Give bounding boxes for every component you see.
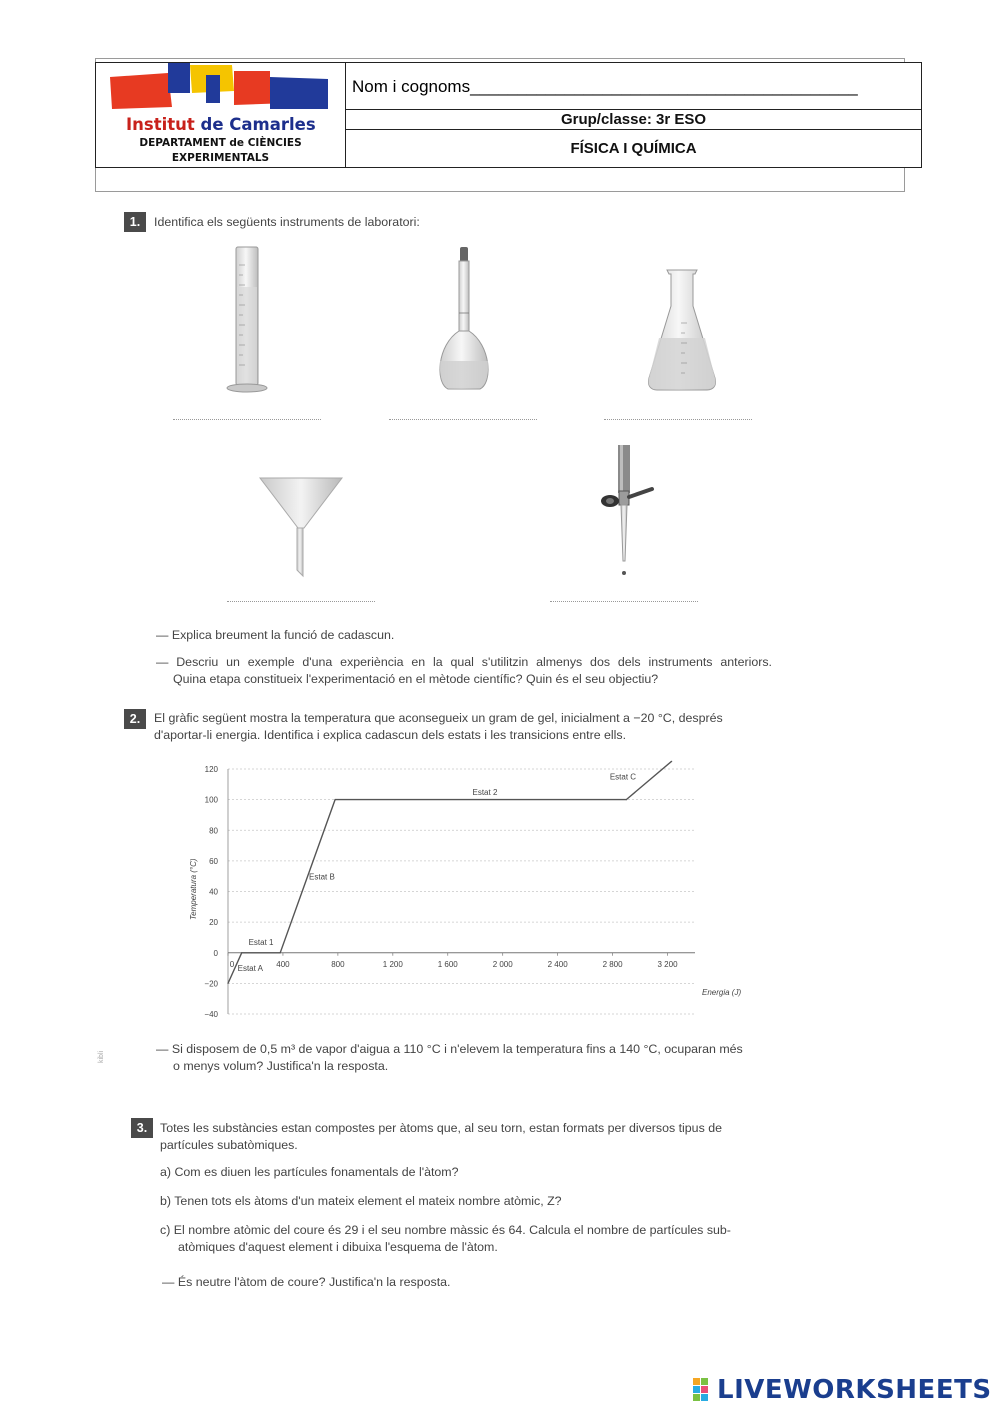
chart-y-tick-label: 0: [213, 948, 218, 958]
exercise-2-prompt-line-1: El gràfic següent mostra la temperatura que aconsegueix un gram de gel, inicialment a −20 °C, després: [154, 711, 723, 725]
chart-x-ticks: [228, 953, 678, 969]
chart-x-tick-label: 2 000: [492, 959, 513, 969]
liveworksheets-text: LIVEWORKSHEETS: [717, 1375, 992, 1405]
answer-line-4[interactable]: [227, 601, 375, 602]
chart-x-tick-label: 3 200: [657, 959, 678, 969]
exercise-3-question-a: a) Com es diuen les partícules fonamentals de l'àtom?: [160, 1165, 459, 1179]
chart-series: [227, 761, 672, 984]
exercise-3-question-b: b) Tenen tots els àtoms d'un mateix element el mateix nombre atòmic, Z?: [160, 1194, 562, 1208]
chart-x-tick-label: 800: [331, 959, 345, 969]
answer-line-2[interactable]: [389, 419, 537, 420]
school-logo-cell: [96, 63, 346, 167]
chart-x-tick-label: 400: [276, 959, 290, 969]
chart-x-tick-label: 2 400: [547, 959, 568, 969]
chart-series-line: [228, 761, 672, 983]
chart-annotation: Estat 1: [248, 938, 274, 948]
chart-annotation: Estat 2: [472, 788, 498, 798]
department-line-1: DEPARTAMENT de CIÈNCIES: [139, 137, 302, 149]
funnel-icon: [258, 476, 344, 580]
exercise-1-bullet-2-line-2: Quina etapa constitueix l'experimentació en el mètode científic? Quin és el seu objectiu?: [173, 671, 659, 686]
chart-x-tick-label: 2 800: [602, 959, 623, 969]
side-watermark: kibli: [98, 1050, 105, 1063]
exercise-1-bullet-2: [156, 654, 772, 687]
school-name: Institut de Camarles: [126, 115, 316, 134]
department-line-2: EXPERIMENTALS: [171, 152, 270, 164]
chart-annotation: Estat B: [309, 872, 335, 882]
erlenmeyer-flask-icon: [645, 268, 719, 394]
chart-grid: [228, 769, 695, 1014]
exercise-3-prompt-line-1: Totes les substàncies estan compostes per àtoms que, al seu torn, estan formats per diversos tipus de: [160, 1121, 722, 1135]
exercise-2-prompt-line-2: d'aportar-li energia. Identifica i explica cadascun dels estats i les transicions entre ells.: [154, 727, 627, 742]
exercise-1-bullet-1: — Explica breument la funció de cadascun.: [156, 628, 395, 642]
chart-y-axis-label: Temperatura (°C): [189, 858, 198, 920]
name-field-row[interactable]: [346, 63, 921, 110]
chart-y-tick-label: 80: [209, 826, 218, 836]
chart-annotations: [238, 773, 637, 973]
exercise-2-bullet: [156, 1041, 772, 1074]
chart-point: [671, 761, 672, 762]
answer-line-1[interactable]: [173, 419, 321, 420]
exercise-1-bullet-2-line-1: — Descriu un exemple d'una experiència en la qual s'utilitzin almenys dos dels instruments anteriors.: [156, 655, 772, 669]
chart-x-tick-label: 1 200: [382, 959, 403, 969]
chart-y-tick-label: 20: [209, 918, 218, 928]
exercise-3-question-c-line-1: c) El nombre atòmic del coure és 29 i el seu nombre màssic és 64. Calcula el nombre de partícules sub-: [160, 1223, 731, 1237]
chart-y-tick-label: 60: [209, 856, 218, 866]
liveworksheets-logo-icon: [693, 1378, 717, 1402]
exercise-2-bullet-line-2: o menys volum? Justifica'n la resposta.: [173, 1058, 389, 1073]
exercise-2-prompt: [154, 710, 723, 743]
chart-y-tick-label: −40: [204, 1010, 218, 1019]
exercise-1-number: 1.: [124, 212, 146, 232]
subject-row: [346, 130, 921, 167]
chart-point: [280, 952, 281, 953]
exercise-3-bullet: — És neutre l'àtom de coure? Justifica'n la resposta.: [162, 1275, 451, 1289]
name-field-label[interactable]: Nom i cognoms_________________________________________: [352, 77, 858, 96]
chart-x-tick-label: 0: [229, 959, 235, 969]
answer-line-3[interactable]: [604, 419, 752, 420]
chart-point: [227, 983, 228, 984]
chart-x-axis-label: Energia (J): [702, 988, 742, 997]
answer-line-5[interactable]: [550, 601, 698, 602]
exercise-3-prompt: [160, 1120, 722, 1153]
exercise-2-number: 2.: [124, 709, 146, 729]
exercise-3-question-c: [160, 1222, 731, 1255]
chart-point: [241, 952, 242, 953]
exercise-2-bullet-line-1: — Si disposem de 0,5 m³ de vapor d'aigua a 110 °C i n'elevem la temperatura fins a 140 °C, ocuparan més: [156, 1042, 743, 1056]
chart-y-tick-label: 40: [209, 887, 218, 897]
exercise-3-prompt-line-2: partícules subatòmiques.: [160, 1137, 298, 1152]
temperature-energy-chart: [180, 755, 760, 1027]
chart-y-tick-label: −20: [204, 979, 218, 989]
chart-point: [335, 799, 336, 800]
chart-y-tick-label: 120: [204, 765, 218, 774]
chart-annotation: Estat A: [237, 964, 263, 974]
group-label: Grup/classe: 3r ESO: [560, 111, 707, 128]
burette-icon: [598, 445, 658, 580]
volumetric-flask-icon: [432, 243, 496, 393]
chart-x-tick-label: 1 600: [437, 959, 458, 969]
department-name: [106, 136, 335, 166]
chart-y-ticks: [204, 765, 218, 1019]
chart-y-tick-label: 100: [204, 795, 218, 805]
group-row: [346, 110, 921, 130]
chart-annotation: Estat C: [609, 772, 637, 782]
exercise-3-number: 3.: [131, 1118, 153, 1138]
exercise-3-question-c-line-2: atòmiques d'aquest element i dibuixa l'esquema de l'àtom.: [178, 1239, 498, 1254]
header-table: [95, 62, 922, 168]
liveworksheets-brand[interactable]: [693, 1375, 992, 1405]
subject-label: FÍSICA I QUÍMICA: [570, 140, 697, 157]
exercise-1-prompt: Identifica els següents instruments de laboratori:: [154, 215, 420, 229]
chart-point: [626, 799, 627, 800]
school-logo-icon: [110, 63, 330, 113]
graduated-cylinder-icon: [224, 245, 270, 395]
